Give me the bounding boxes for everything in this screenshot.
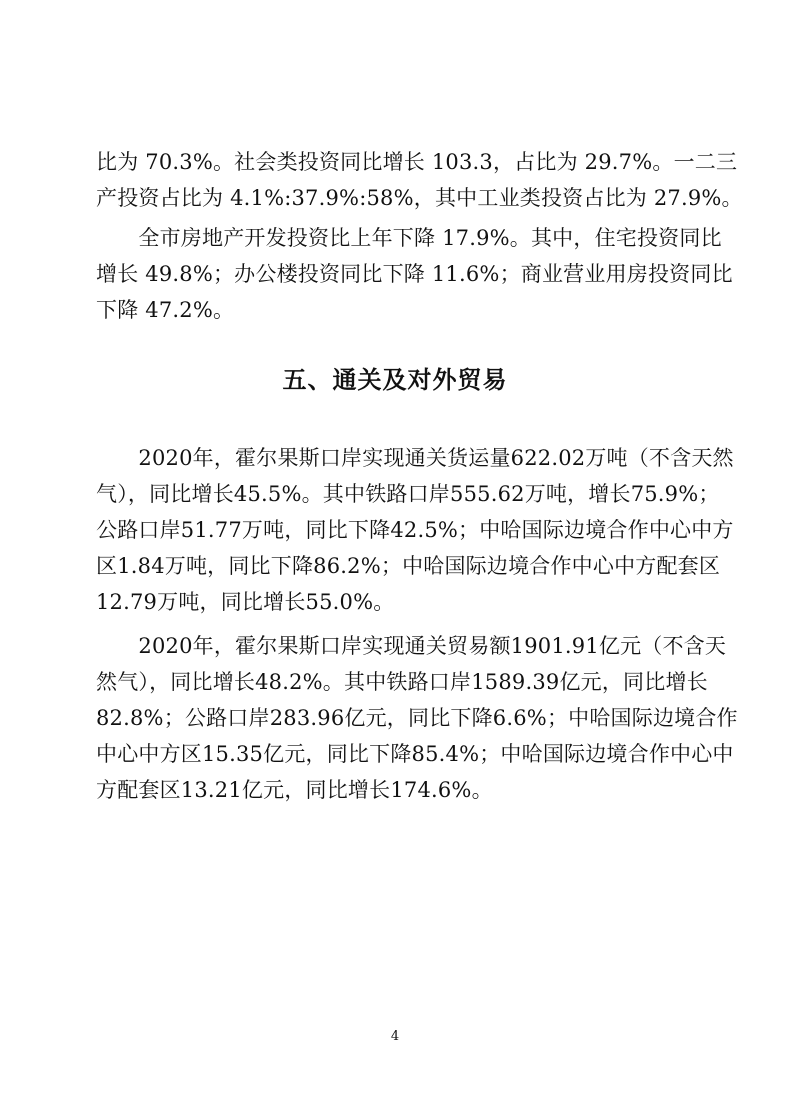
text-line: 气），同比增长45.5%。其中铁路口岸555.62万吨，增长75.9%； <box>96 482 720 506</box>
text-line: 全市房地产开发投资比上年下降 17.9%。其中，住宅投资同比 <box>96 226 722 250</box>
text-line: 2020年，霍尔果斯口岸实现通关贸易额1901.91亿元（不含天 <box>96 634 727 658</box>
paragraph-trade-value <box>96 628 738 808</box>
text-line: 方配套区13.21亿元，同比增长174.6%。 <box>96 778 493 802</box>
text-line: 2020年，霍尔果斯口岸实现通关货运量622.02万吨（不含天然 <box>96 446 734 470</box>
paragraph-freight-volume <box>96 440 734 620</box>
paragraph-investment-structure <box>96 144 743 216</box>
text-line: 公路口岸51.77万吨，同比下降42.5%；中哈国际边境合作中心中方 <box>96 518 734 542</box>
paragraph-real-estate <box>96 220 733 328</box>
text-line: 增长 49.8%；办公楼投资同比下降 11.6%；商业营业用房投资同比 <box>96 262 733 286</box>
text-line: 中心中方区15.35亿元，同比下降85.4%；中哈国际边境合作中心中 <box>96 742 734 766</box>
text-line: 然气），同比增长48.2%。其中铁路口岸1589.39亿元，同比增长 <box>96 670 708 694</box>
text-line: 12.79万吨，同比增长55.0%。 <box>96 590 395 614</box>
text-line: 产投资占比为 4.1%:37.9%:58%，其中工业类投资占比为 27.9%。 <box>96 186 743 210</box>
page-number: 4 <box>390 1029 400 1044</box>
text-line: 比为 70.3%。社会类投资同比增长 103.3，占比为 29.7%。一二三 <box>96 150 738 174</box>
section-title: 五、通关及对外贸易 <box>282 366 508 394</box>
text-line: 下降 47.2%。 <box>96 298 235 322</box>
text-line: 区1.84万吨，同比下降86.2%；中哈国际边境合作中心中方配套区 <box>96 554 721 578</box>
text-line: 82.8%；公路口岸283.96亿元，同比下降6.6%；中哈国际边境合作 <box>96 706 738 730</box>
